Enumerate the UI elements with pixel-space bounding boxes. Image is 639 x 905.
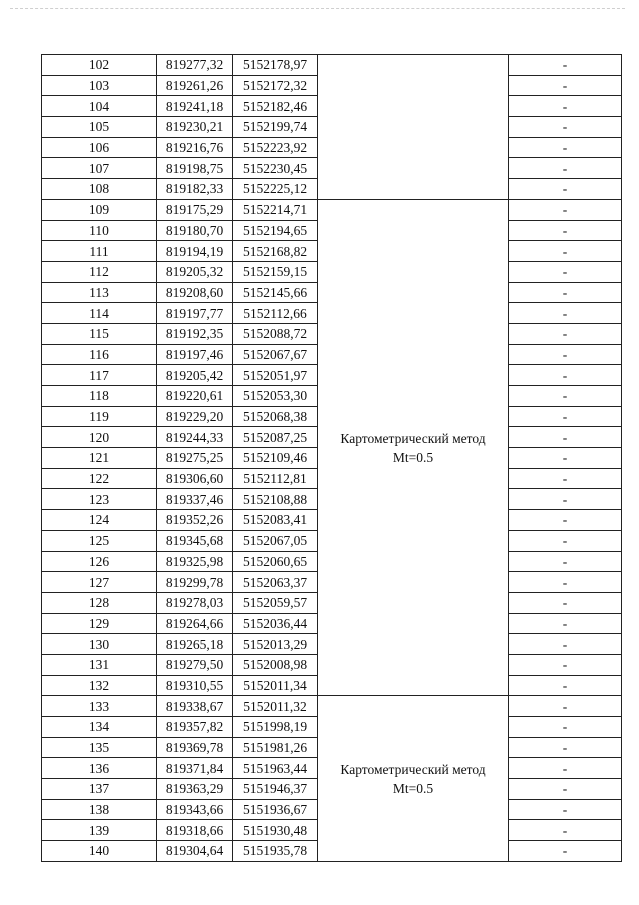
extra-value-cell: - <box>509 179 622 200</box>
point-number-cell: 130 <box>42 634 157 655</box>
x-coordinate-cell: 819205,32 <box>157 261 233 282</box>
method-cell <box>318 199 509 696</box>
point-number-cell: 110 <box>42 220 157 241</box>
x-coordinate-cell: 819229,20 <box>157 406 233 427</box>
x-coordinate-cell: 819241,18 <box>157 96 233 117</box>
x-coordinate-cell: 819220,61 <box>157 386 233 407</box>
point-number-cell: 122 <box>42 468 157 489</box>
y-coordinate-cell: 5152109,46 <box>233 448 318 469</box>
x-coordinate-cell: 819343,66 <box>157 799 233 820</box>
x-coordinate-cell: 819279,50 <box>157 654 233 675</box>
y-coordinate-cell: 5152011,32 <box>233 696 318 717</box>
extra-value-cell: - <box>509 137 622 158</box>
x-coordinate-cell: 819337,46 <box>157 489 233 510</box>
point-number-cell: 114 <box>42 303 157 324</box>
extra-value-cell: - <box>509 55 622 76</box>
point-number-cell: 123 <box>42 489 157 510</box>
y-coordinate-cell: 5152063,37 <box>233 572 318 593</box>
accuracy-label: Mt=0.5 <box>392 449 434 465</box>
point-number-cell: 116 <box>42 344 157 365</box>
extra-value-cell: - <box>509 820 622 841</box>
point-number-cell: 133 <box>42 696 157 717</box>
y-coordinate-cell: 5151936,67 <box>233 799 318 820</box>
y-coordinate-cell: 5152011,34 <box>233 675 318 696</box>
x-coordinate-cell: 819369,78 <box>157 737 233 758</box>
y-coordinate-cell: 5152159,15 <box>233 261 318 282</box>
point-number-cell: 106 <box>42 137 157 158</box>
y-coordinate-cell: 5152178,97 <box>233 55 318 76</box>
y-coordinate-cell: 5152145,66 <box>233 282 318 303</box>
extra-value-cell: - <box>509 199 622 220</box>
y-coordinate-cell: 5152036,44 <box>233 613 318 634</box>
x-coordinate-cell: 819244,33 <box>157 427 233 448</box>
x-coordinate-cell: 819194,19 <box>157 241 233 262</box>
x-coordinate-cell: 819352,26 <box>157 510 233 531</box>
y-coordinate-cell: 5151981,26 <box>233 737 318 758</box>
x-coordinate-cell: 819299,78 <box>157 572 233 593</box>
x-coordinate-cell: 819277,32 <box>157 55 233 76</box>
y-coordinate-cell: 5151946,37 <box>233 779 318 800</box>
x-coordinate-cell: 819363,29 <box>157 779 233 800</box>
table-row <box>42 199 622 220</box>
extra-value-cell: - <box>509 696 622 717</box>
method-label: Картометрический метод <box>340 761 486 777</box>
y-coordinate-cell: 5152172,32 <box>233 75 318 96</box>
extra-value-cell: - <box>509 737 622 758</box>
point-number-cell: 126 <box>42 551 157 572</box>
point-number-cell: 107 <box>42 158 157 179</box>
x-coordinate-cell: 819175,29 <box>157 199 233 220</box>
y-coordinate-cell: 5151998,19 <box>233 717 318 738</box>
extra-value-cell: - <box>509 282 622 303</box>
y-coordinate-cell: 5152168,82 <box>233 241 318 262</box>
extra-value-cell: - <box>509 654 622 675</box>
x-coordinate-cell: 819278,03 <box>157 592 233 613</box>
y-coordinate-cell: 5152013,29 <box>233 634 318 655</box>
extra-value-cell: - <box>509 468 622 489</box>
y-coordinate-cell: 5152223,92 <box>233 137 318 158</box>
point-number-cell: 137 <box>42 779 157 800</box>
point-number-cell: 117 <box>42 365 157 386</box>
x-coordinate-cell: 819264,66 <box>157 613 233 634</box>
x-coordinate-cell: 819205,42 <box>157 365 233 386</box>
extra-value-cell: - <box>509 117 622 138</box>
point-number-cell: 136 <box>42 758 157 779</box>
point-number-cell: 113 <box>42 282 157 303</box>
method-label: Картометрический метод <box>340 430 486 446</box>
extra-value-cell: - <box>509 448 622 469</box>
x-coordinate-cell: 819306,60 <box>157 468 233 489</box>
extra-value-cell: - <box>509 406 622 427</box>
extra-value-cell: - <box>509 96 622 117</box>
coordinates-table-body <box>42 55 622 862</box>
x-coordinate-cell: 819230,21 <box>157 117 233 138</box>
point-number-cell: 104 <box>42 96 157 117</box>
x-coordinate-cell: 819345,68 <box>157 530 233 551</box>
extra-value-cell: - <box>509 510 622 531</box>
y-coordinate-cell: 5152083,41 <box>233 510 318 531</box>
x-coordinate-cell: 819275,25 <box>157 448 233 469</box>
extra-value-cell: - <box>509 75 622 96</box>
extra-value-cell: - <box>509 220 622 241</box>
y-coordinate-cell: 5152108,88 <box>233 489 318 510</box>
y-coordinate-cell: 5152088,72 <box>233 323 318 344</box>
point-number-cell: 127 <box>42 572 157 593</box>
extra-value-cell: - <box>509 530 622 551</box>
extra-value-cell: - <box>509 572 622 593</box>
point-number-cell: 131 <box>42 654 157 675</box>
x-coordinate-cell: 819304,64 <box>157 841 233 862</box>
point-number-cell: 112 <box>42 261 157 282</box>
y-coordinate-cell: 5152008,98 <box>233 654 318 675</box>
y-coordinate-cell: 5151963,44 <box>233 758 318 779</box>
point-number-cell: 102 <box>42 55 157 76</box>
point-number-cell: 115 <box>42 323 157 344</box>
y-coordinate-cell: 5152214,71 <box>233 199 318 220</box>
coordinates-table <box>41 54 622 862</box>
extra-value-cell: - <box>509 489 622 510</box>
point-number-cell: 119 <box>42 406 157 427</box>
extra-value-cell: - <box>509 386 622 407</box>
y-coordinate-cell: 5152199,74 <box>233 117 318 138</box>
extra-value-cell: - <box>509 592 622 613</box>
point-number-cell: 135 <box>42 737 157 758</box>
extra-value-cell: - <box>509 799 622 820</box>
extra-value-cell: - <box>509 613 622 634</box>
x-coordinate-cell: 819310,55 <box>157 675 233 696</box>
x-coordinate-cell: 819197,77 <box>157 303 233 324</box>
point-number-cell: 105 <box>42 117 157 138</box>
point-number-cell: 125 <box>42 530 157 551</box>
table-row <box>42 696 622 717</box>
x-coordinate-cell: 819180,70 <box>157 220 233 241</box>
point-number-cell: 140 <box>42 841 157 862</box>
point-number-cell: 128 <box>42 592 157 613</box>
x-coordinate-cell: 819216,76 <box>157 137 233 158</box>
x-coordinate-cell: 819261,26 <box>157 75 233 96</box>
extra-value-cell: - <box>509 323 622 344</box>
y-coordinate-cell: 5152230,45 <box>233 158 318 179</box>
extra-value-cell: - <box>509 675 622 696</box>
x-coordinate-cell: 819325,98 <box>157 551 233 572</box>
y-coordinate-cell: 5152182,46 <box>233 96 318 117</box>
table-row <box>42 55 622 76</box>
extra-value-cell: - <box>509 344 622 365</box>
point-number-cell: 138 <box>42 799 157 820</box>
extra-value-cell: - <box>509 241 622 262</box>
point-number-cell: 139 <box>42 820 157 841</box>
y-coordinate-cell: 5152112,81 <box>233 468 318 489</box>
extra-value-cell: - <box>509 261 622 282</box>
extra-value-cell: - <box>509 551 622 572</box>
x-coordinate-cell: 819318,66 <box>157 820 233 841</box>
extra-value-cell: - <box>509 841 622 862</box>
y-coordinate-cell: 5152067,67 <box>233 344 318 365</box>
y-coordinate-cell: 5152112,66 <box>233 303 318 324</box>
x-coordinate-cell: 819357,82 <box>157 717 233 738</box>
point-number-cell: 109 <box>42 199 157 220</box>
y-coordinate-cell: 5152067,05 <box>233 530 318 551</box>
y-coordinate-cell: 5152068,38 <box>233 406 318 427</box>
x-coordinate-cell: 819265,18 <box>157 634 233 655</box>
y-coordinate-cell: 5152060,65 <box>233 551 318 572</box>
x-coordinate-cell: 819208,60 <box>157 282 233 303</box>
point-number-cell: 121 <box>42 448 157 469</box>
y-coordinate-cell: 5152059,57 <box>233 592 318 613</box>
x-coordinate-cell: 819371,84 <box>157 758 233 779</box>
extra-value-cell: - <box>509 303 622 324</box>
x-coordinate-cell: 819198,75 <box>157 158 233 179</box>
y-coordinate-cell: 5152225,12 <box>233 179 318 200</box>
point-number-cell: 108 <box>42 179 157 200</box>
extra-value-cell: - <box>509 158 622 179</box>
method-cell <box>318 55 509 200</box>
point-number-cell: 103 <box>42 75 157 96</box>
point-number-cell: 120 <box>42 427 157 448</box>
extra-value-cell: - <box>509 717 622 738</box>
accuracy-label: Mt=0.5 <box>392 780 434 796</box>
y-coordinate-cell: 5152053,30 <box>233 386 318 407</box>
point-number-cell: 132 <box>42 675 157 696</box>
point-number-cell: 111 <box>42 241 157 262</box>
x-coordinate-cell: 819197,46 <box>157 344 233 365</box>
point-number-cell: 129 <box>42 613 157 634</box>
extra-value-cell: - <box>509 779 622 800</box>
point-number-cell: 134 <box>42 717 157 738</box>
x-coordinate-cell: 819192,35 <box>157 323 233 344</box>
point-number-cell: 118 <box>42 386 157 407</box>
y-coordinate-cell: 5152051,97 <box>233 365 318 386</box>
extra-value-cell: - <box>509 758 622 779</box>
y-coordinate-cell: 5152087,25 <box>233 427 318 448</box>
extra-value-cell: - <box>509 365 622 386</box>
extra-value-cell: - <box>509 634 622 655</box>
scan-top-edge <box>10 8 625 9</box>
extra-value-cell: - <box>509 427 622 448</box>
point-number-cell: 124 <box>42 510 157 531</box>
x-coordinate-cell: 819182,33 <box>157 179 233 200</box>
y-coordinate-cell: 5151930,48 <box>233 820 318 841</box>
y-coordinate-cell: 5151935,78 <box>233 841 318 862</box>
y-coordinate-cell: 5152194,65 <box>233 220 318 241</box>
x-coordinate-cell: 819338,67 <box>157 696 233 717</box>
method-cell <box>318 696 509 862</box>
